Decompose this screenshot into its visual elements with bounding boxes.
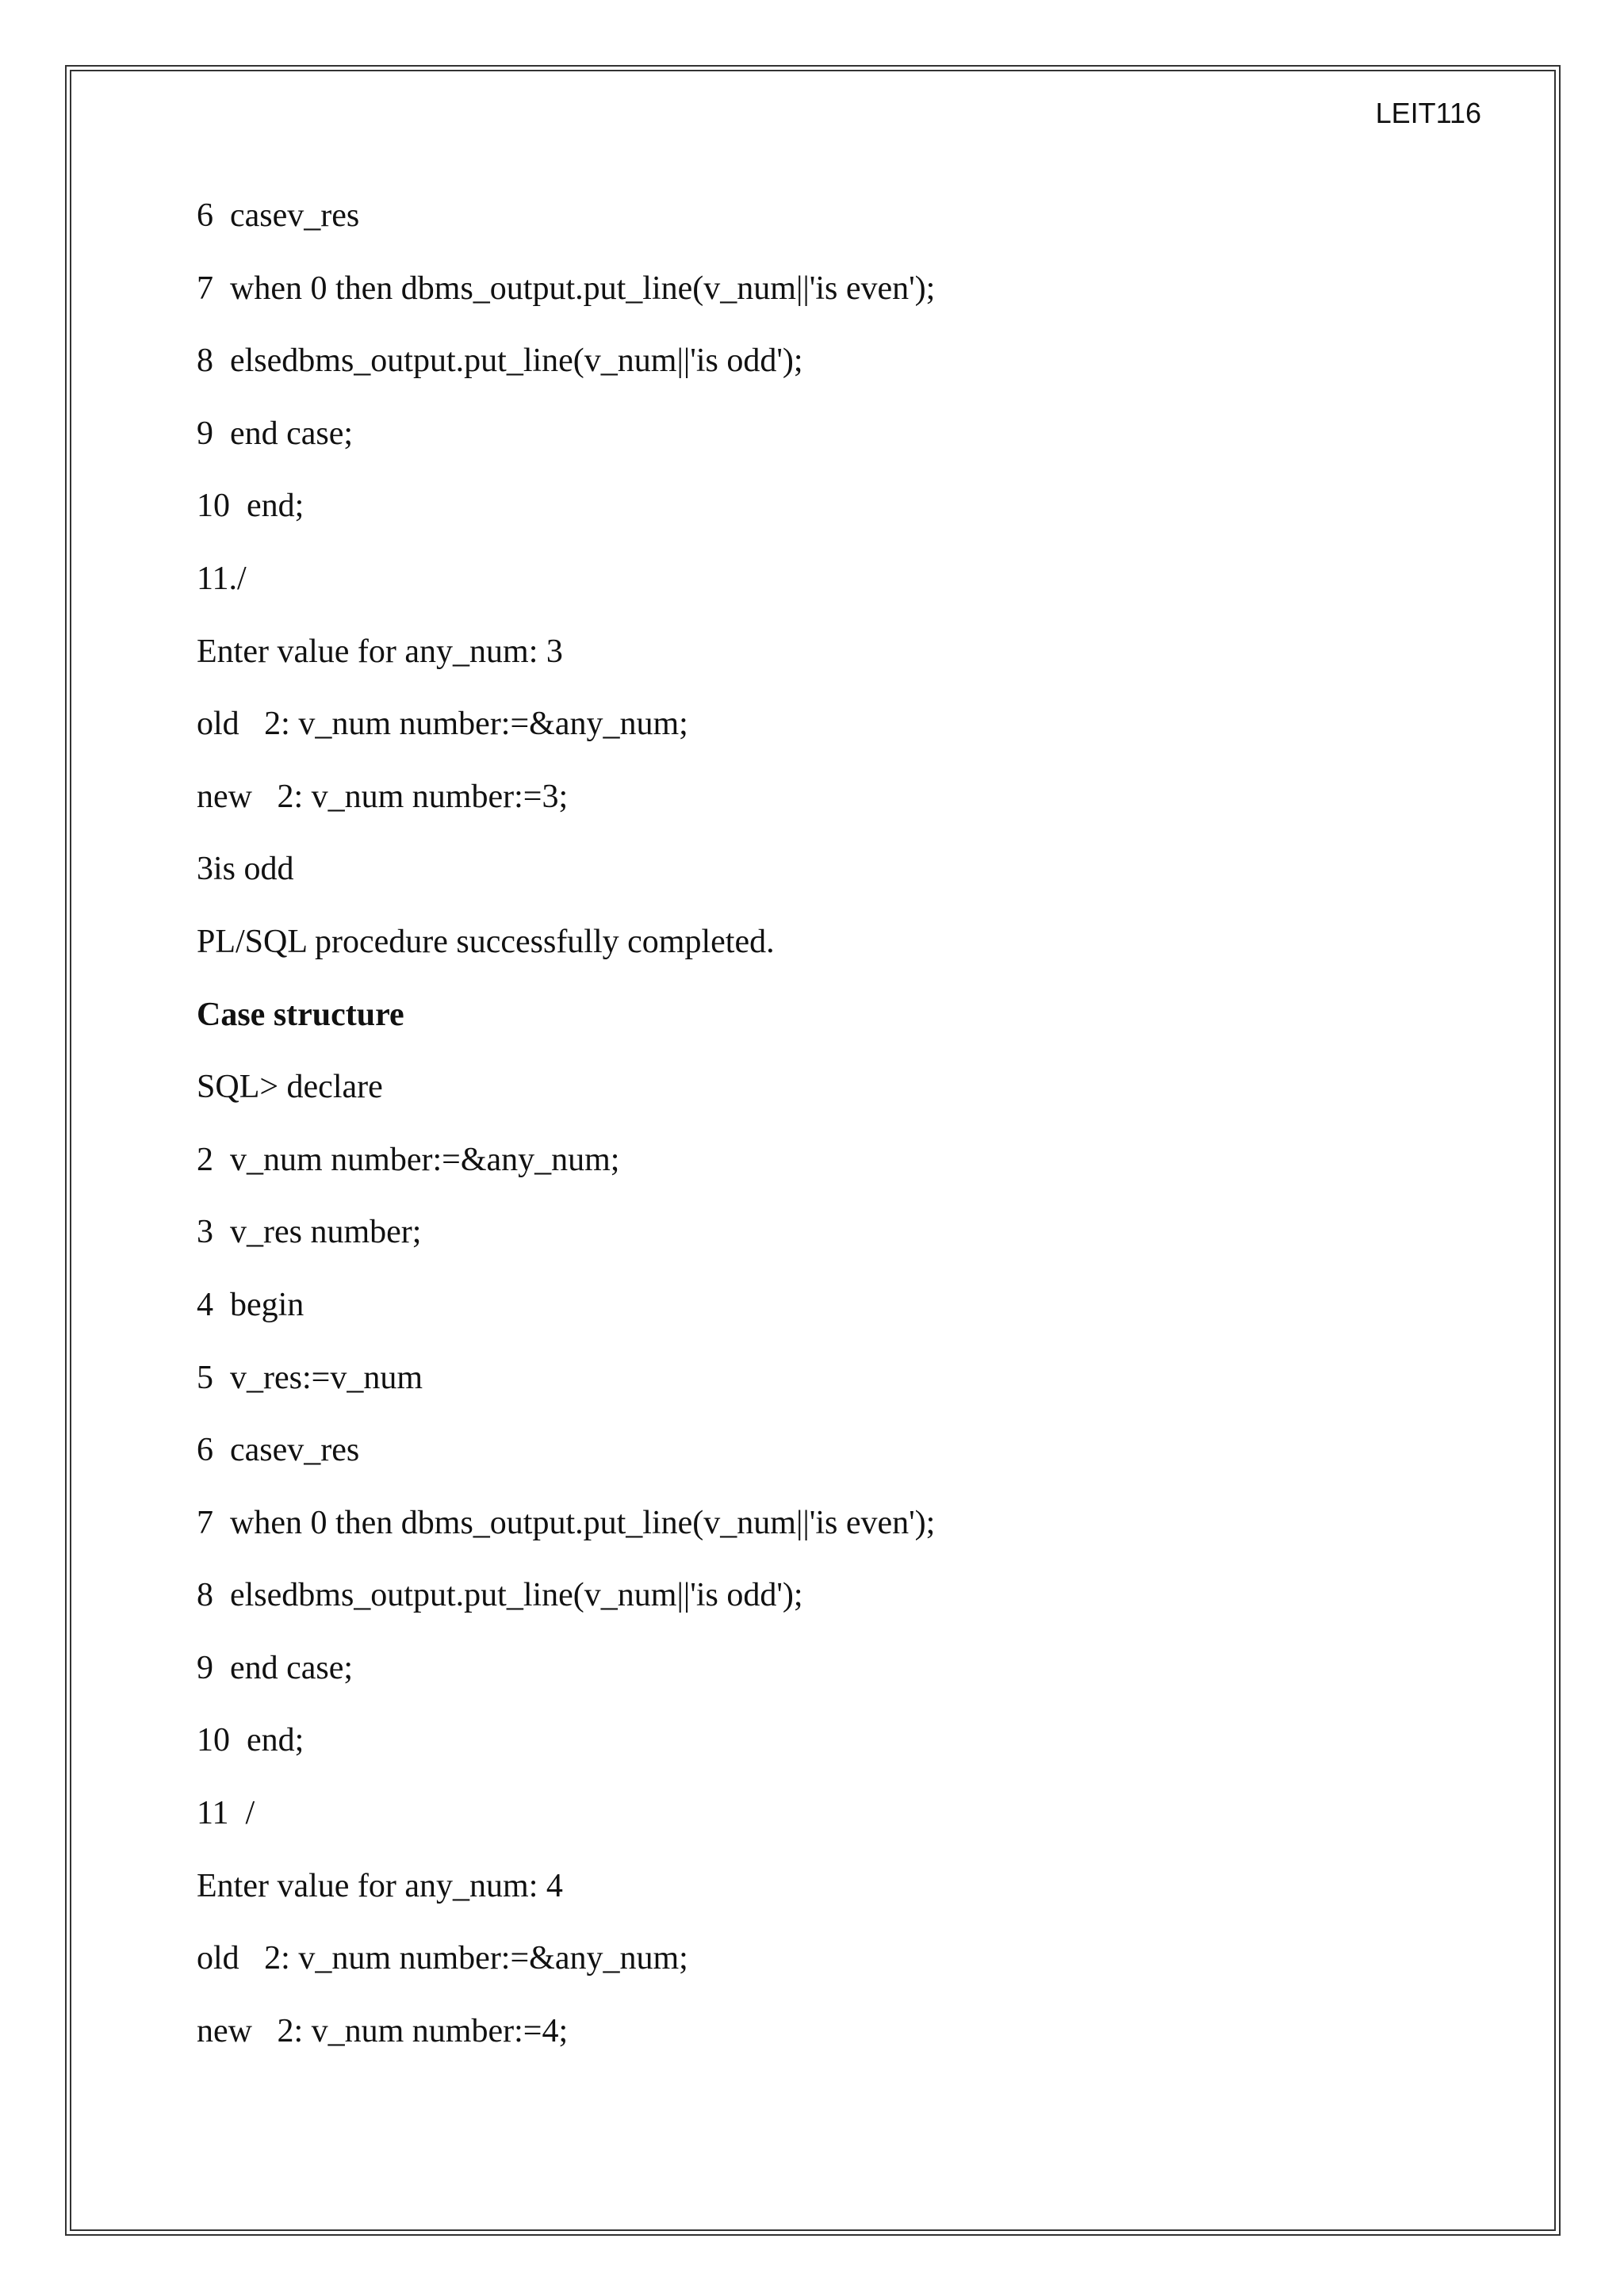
code-line: 11 / bbox=[197, 1795, 255, 1832]
code-line: 3 v_res number; bbox=[197, 1214, 422, 1251]
code-line: 10 end; bbox=[197, 488, 304, 525]
output-line: 3is odd bbox=[197, 851, 294, 888]
code-line: 10 end; bbox=[197, 1722, 304, 1759]
code-line: 6 casev_res bbox=[197, 1432, 360, 1469]
code-line: SQL> declare bbox=[197, 1069, 383, 1106]
code-line: 8 elsedbms_output.put_line(v_num||'is odd'); bbox=[197, 342, 803, 380]
output-line: Enter value for any_num: 4 bbox=[197, 1867, 563, 1904]
output-line: new 2: v_num number:=4; bbox=[197, 2012, 569, 2049]
code-line: 9 end case; bbox=[197, 1649, 354, 1686]
code-line: 7 when 0 then dbms_output.put_line(v_num||'is even'); bbox=[197, 1504, 936, 1541]
code-line: 7 when 0 then dbms_output.put_line(v_num||'is even'); bbox=[197, 270, 936, 307]
section-heading: Case structure bbox=[197, 996, 404, 1033]
output-line: Enter value for any_num: 3 bbox=[197, 633, 563, 670]
code-line: 2 v_num number:=&any_num; bbox=[197, 1141, 620, 1178]
page-header-code: LEIT116 bbox=[1375, 97, 1481, 129]
output-line: old 2: v_num number:=&any_num; bbox=[197, 706, 688, 743]
code-line: 9 end case; bbox=[197, 415, 354, 452]
code-line: 11./ bbox=[197, 560, 247, 597]
code-line: 4 begin bbox=[197, 1286, 304, 1323]
document-body bbox=[197, 192, 1465, 2080]
code-line: 5 v_res:=v_num bbox=[197, 1359, 423, 1396]
output-line: new 2: v_num number:=3; bbox=[197, 778, 569, 815]
code-line: 6 casev_res bbox=[197, 197, 360, 234]
output-line: old 2: v_num number:=&any_num; bbox=[197, 1940, 688, 1977]
output-line: PL/SQL procedure successfully completed. bbox=[197, 923, 775, 960]
code-line: 8 elsedbms_output.put_line(v_num||'is odd'); bbox=[197, 1577, 803, 1614]
